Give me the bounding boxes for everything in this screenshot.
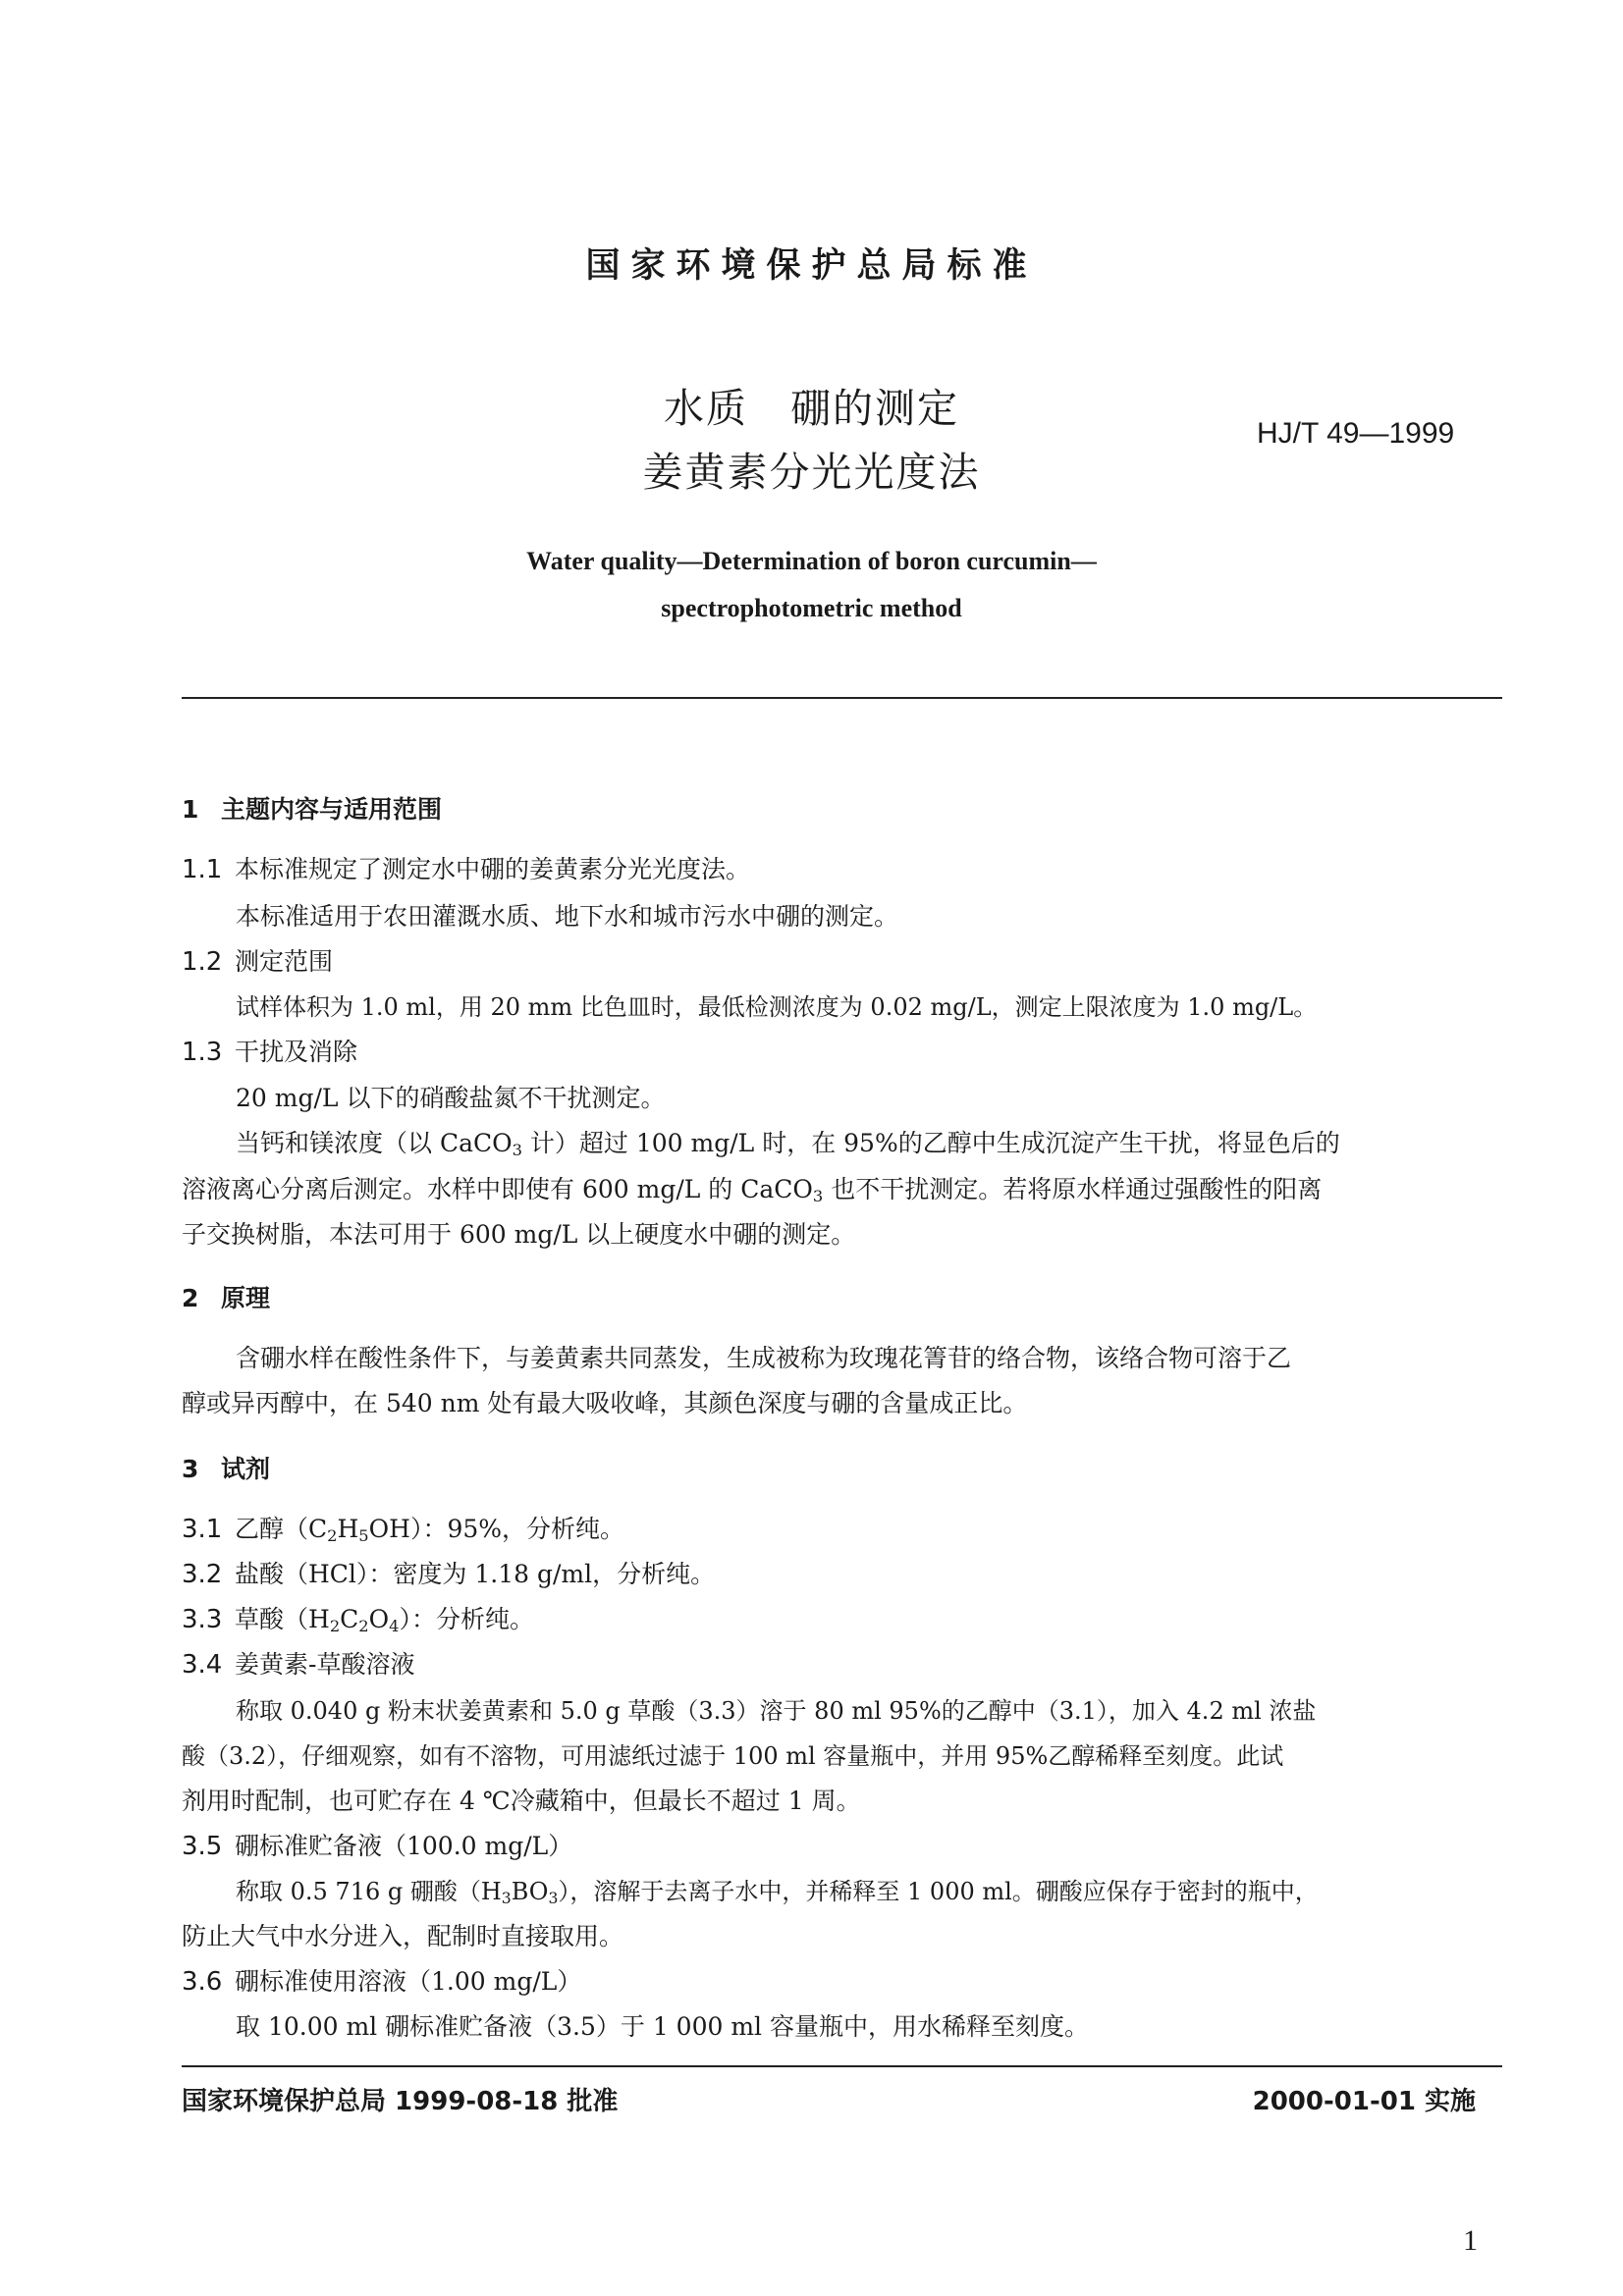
- section-3-heading: [182, 1450, 270, 1485]
- clause-1-1: [182, 854, 750, 885]
- clause-3-1: [182, 1514, 624, 1552]
- section-1-title: 主题内容与适用范围: [221, 795, 443, 824]
- clause-1-3-p2-l2-b: 也不干扰测定。若将原水样通过强酸性的阳离: [823, 1175, 1323, 1203]
- header-divider: [182, 697, 1502, 699]
- section-3-title: 试剂: [221, 1455, 271, 1483]
- clause-1-3: [182, 1037, 357, 1068]
- clause-1-2-number: 1.2: [182, 947, 223, 977]
- page-number: 1: [1463, 2224, 1478, 2257]
- clause-3-5: [182, 1831, 572, 1862]
- subscript: 2: [329, 1617, 341, 1636]
- clause-1-3-paragraph-2-line-2: [182, 1174, 1322, 1212]
- section-3-number: 3: [182, 1455, 199, 1483]
- clause-3-5-line-1: [236, 1876, 1319, 1914]
- english-title-line-1: Water quality—Determination of boron curcumin—: [526, 547, 1097, 575]
- clause-1-3-text: 干扰及消除: [235, 1038, 358, 1066]
- footer-divider: [182, 2065, 1502, 2067]
- subscript: 3: [548, 1889, 559, 1907]
- english-title-line-2: spectrophotometric method: [661, 594, 962, 622]
- clause-3-2: [182, 1559, 715, 1590]
- clause-3-5-l1-a: 称取 0.5 716 g 硼酸（H: [236, 1878, 502, 1905]
- clause-1-2: [182, 946, 333, 978]
- clause-1-2-paragraph: 试样体积为 1.0 ml，用 20 mm 比色皿时，最低检测浓度为 0.02 mg/L，测定上限浓度为 1.0 mg/L。: [236, 993, 1318, 1021]
- title-line-2: 姜黄素分光光度法: [642, 449, 981, 496]
- section-2-number: 2: [182, 1284, 199, 1312]
- clause-3-3-text-b: C: [340, 1605, 359, 1633]
- clause-1-3-number: 1.3: [182, 1038, 223, 1067]
- section-2-title: 原理: [221, 1284, 271, 1312]
- subscript: 2: [327, 1526, 338, 1546]
- clause-3-6-number: 3.6: [182, 1967, 223, 1997]
- clause-3-5-number: 3.5: [182, 1832, 223, 1861]
- caco3-subscript: 3: [812, 1187, 824, 1206]
- clause-3-1-number: 3.1: [182, 1515, 223, 1544]
- clause-3-1-text-b: H: [337, 1515, 359, 1543]
- clause-3-5-line-2: 防止大气中水分进入，配制时直接取用。: [182, 1922, 624, 1950]
- clause-1-3-paragraph-2-line-3: 子交换树脂，本法可用于 600 mg/L 以上硬度水中硼的测定。: [182, 1220, 856, 1249]
- clause-3-6: [182, 1966, 581, 1998]
- section-2-heading: [182, 1279, 270, 1314]
- subscript: 5: [358, 1526, 369, 1546]
- clause-1-3-paragraph-2-line-1: [236, 1128, 1340, 1166]
- approval-date: 国家环境保护总局 1999-08-18 批准: [182, 2087, 619, 2116]
- clause-1-3-paragraph-1: 20 mg/L 以下的硝酸盐氮不干扰测定。: [236, 1084, 666, 1112]
- clause-1-1-number: 1.1: [182, 855, 223, 884]
- clause-3-5-text: 硼标准贮备液（100.0 mg/L）: [235, 1832, 573, 1860]
- clause-1-3-p2-l1-b: 计）超过 100 mg/L 时，在 95%的乙醇中生成沉淀产生干扰，将显色后的: [521, 1129, 1340, 1157]
- section-2-paragraph-line-2: 醇或异丙醇中，在 540 nm 处有最大吸收峰，其颜色深度与硼的含量成正比。: [182, 1389, 1028, 1417]
- section-1-heading: [182, 790, 442, 826]
- clause-3-6-text: 硼标准使用溶液（1.00 mg/L）: [235, 1967, 582, 1996]
- title-line-1: 水质 硼的测定: [664, 385, 959, 432]
- issuing-agency: 国家环境保护总局标准: [585, 246, 1038, 286]
- clause-3-4-line-2: 酸（3.2），仔细观察，如有不溶物，可用滤纸过滤于 100 ml 容量瓶中，并用 95%乙醇稀释至刻度。此试: [182, 1742, 1284, 1770]
- clause-3-1-text-a: 乙醇（C: [235, 1515, 328, 1543]
- clause-3-5-l1-c: ），溶解于去离子水中，并稀释至 1 000 ml。硼酸应保存于密封的瓶中，: [558, 1878, 1319, 1905]
- clause-1-3-p2-l2-a: 溶液离心分离后测定。水样中即使有 600 mg/L 的 CaCO: [182, 1175, 813, 1203]
- effective-date: 2000-01-01 实施: [1252, 2087, 1476, 2116]
- clause-3-4: [182, 1649, 414, 1681]
- clause-1-1-text: 本标准规定了测定水中硼的姜黄素分光光度法。: [235, 855, 751, 883]
- subscript: 3: [501, 1889, 512, 1907]
- clause-3-3-text-a: 草酸（H: [235, 1605, 330, 1633]
- clause-3-3: [182, 1604, 534, 1642]
- clause-1-1-paragraph: 本标准适用于农田灌溉水质、地下水和城市污水中硼的测定。: [236, 902, 899, 931]
- section-1-number: 1: [182, 795, 199, 824]
- clause-3-4-line-1: 称取 0.040 g 粉末状姜黄素和 5.0 g 草酸（3.3）溶于 80 ml 95%的乙醇中（3.1），加入 4.2 ml 浓盐: [236, 1697, 1317, 1725]
- clause-3-5-l1-b: BO: [511, 1878, 549, 1905]
- clause-3-3-text-c: O: [368, 1605, 390, 1633]
- clause-3-4-line-3: 剂用时配制，也可贮存在 4 ℃冷藏箱中，但最长不超过 1 周。: [182, 1787, 861, 1815]
- clause-3-4-text: 姜黄素-草酸溶液: [235, 1650, 415, 1679]
- clause-3-2-number: 3.2: [182, 1560, 223, 1589]
- clause-1-3-p2-l1-a: 当钙和镁浓度（以 CaCO: [236, 1129, 513, 1157]
- clause-3-6-line-1: 取 10.00 ml 硼标准贮备液（3.5）于 1 000 ml 容量瓶中，用水稀释至刻度。: [236, 2012, 1089, 2041]
- clause-3-2-text: 盐酸（HCl）：密度为 1.18 g/ml，分析纯。: [235, 1560, 716, 1588]
- clause-3-4-number: 3.4: [182, 1650, 223, 1680]
- standard-number: HJ/T 49—1999: [1257, 417, 1455, 450]
- clause-3-3-number: 3.3: [182, 1605, 223, 1634]
- section-2-paragraph-line-1: 含硼水样在酸性条件下，与姜黄素共同蒸发，生成被称为玫瑰花箐苷的络合物，该络合物可溶于乙: [236, 1344, 1292, 1372]
- clause-3-3-text-d: ）：分析纯。: [399, 1605, 534, 1633]
- clause-3-1-text-c: OH）：95%，分析纯。: [368, 1515, 625, 1543]
- clause-1-2-text: 测定范围: [235, 947, 334, 976]
- subscript: 2: [358, 1617, 369, 1636]
- subscript: 4: [389, 1617, 400, 1636]
- caco3-subscript: 3: [512, 1141, 522, 1160]
